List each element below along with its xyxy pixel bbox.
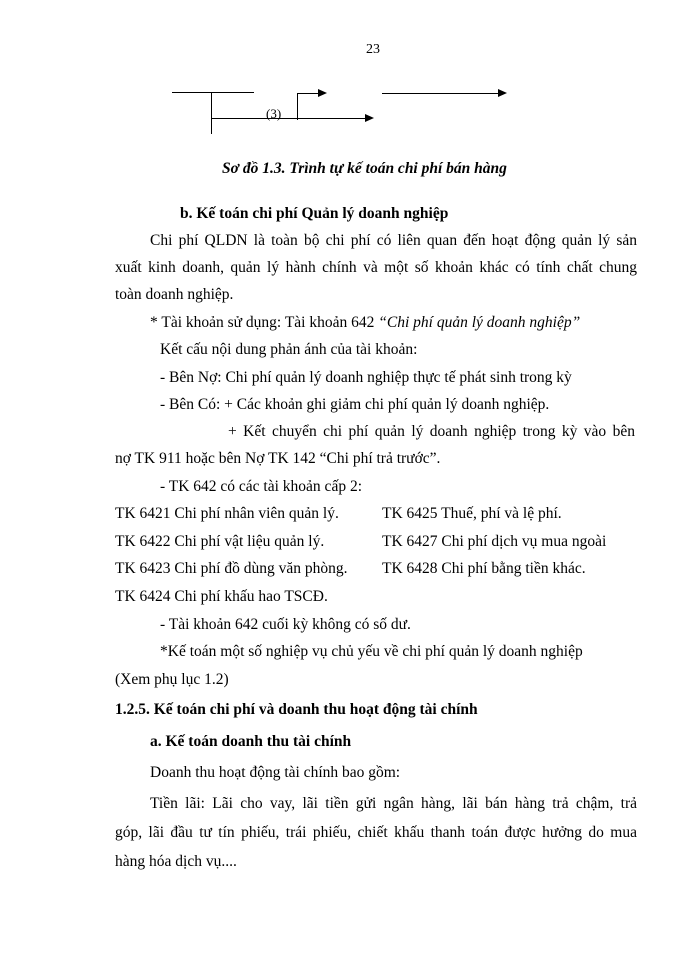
paragraph-line: xuất kinh doanh, quản lý hành chính và một số khoản khác có tính chất chung [115,259,637,276]
account-used-name: “Chi phí quản lý doanh nghiệp” [378,314,581,331]
arrow-icon [498,89,507,97]
arrow-icon [318,89,327,97]
sub-account-item: TK 6422 Chi phí vật liệu quản lý. [115,533,325,550]
sub-account-item: TK 6424 Chi phí khấu hao TSCĐ. [115,588,328,605]
appendix-reference: (Xem phụ lục 1.2) [115,671,229,688]
sub-account-item: TK 6425 Thuế, phí và lệ phí. [382,505,562,522]
diagram-line [382,93,500,94]
sub-accounts-heading: - TK 642 có các tài khoản cấp 2: [160,478,362,495]
section-heading-125: 1.2.5. Kế toán chi phí và doanh thu hoạt động tài chính [115,701,478,718]
operations-note: *Kế toán một số nghiệp vụ chủ yếu về chi phí quản lý doanh nghiệp [160,643,583,660]
diagram-line [211,92,212,134]
account-used [150,314,580,332]
no-balance-note: - Tài khoản 642 cuối kỳ không có số dư. [160,616,411,633]
credit-side: - Bên Có: + Các khoản ghi giảm chi phí quản lý doanh nghiệp. [160,396,550,413]
section-heading-a: a. Kế toán doanh thu tài chính [150,733,352,750]
sub-account-item: TK 6427 Chi phí dịch vụ mua ngoài [382,533,607,550]
diagram-caption: Sơ đồ 1.3. Trình tự kế toán chi phí bán hàng [222,160,507,177]
paragraph-line: Chi phí QLDN là toàn bộ chi phí có liên quan đến hoạt động quản lý sản [150,232,637,249]
paragraph-line: góp, lãi đầu tư tín phiếu, trái phiếu, chiết khấu thanh toán được hưởng do mua [115,824,637,841]
diagram-line [172,92,254,93]
structure-heading: Kết cấu nội dung phản ánh của tài khoản: [160,341,418,358]
page-number: 23 [366,42,380,57]
arrow-icon [365,114,374,122]
credit-side-line: nợ TK 911 hoặc bên Nợ TK 142 “Chi phí trả trước”. [115,450,441,467]
diagram-line [297,93,319,94]
paragraph-line: Tiền lãi: Lãi cho vay, lãi tiền gửi ngân hàng, lãi bán hàng trả chậm, trả [150,795,637,812]
credit-side-line: + Kết chuyển chi phí quản lý doanh nghiệp trong kỳ vào bên [228,423,635,440]
paragraph-line: hàng hóa dịch vụ.... [115,853,237,870]
debit-side: - Bên Nợ: Chi phí quản lý doanh nghiệp thực tế phát sinh trong kỳ [160,369,572,386]
diagram-line [297,93,298,120]
paragraph-line: toàn doanh nghiệp. [115,286,234,303]
sub-account-item: TK 6423 Chi phí đồ dùng văn phòng. [115,560,348,577]
sub-account-item: TK 6421 Chi phí nhân viên quản lý. [115,505,339,522]
diagram-line [211,118,367,119]
sub-account-item: TK 6428 Chi phí bằng tiền khác. [382,560,586,577]
account-used-prefix: * Tài khoản sử dụng: Tài khoản 642 [150,314,375,331]
revenue-intro: Doanh thu hoạt động tài chính bao gồm: [150,764,401,781]
section-heading-b: b. Kế toán chi phí Quản lý doanh nghiệp [180,205,449,222]
diagram-label: (3) [266,106,282,121]
